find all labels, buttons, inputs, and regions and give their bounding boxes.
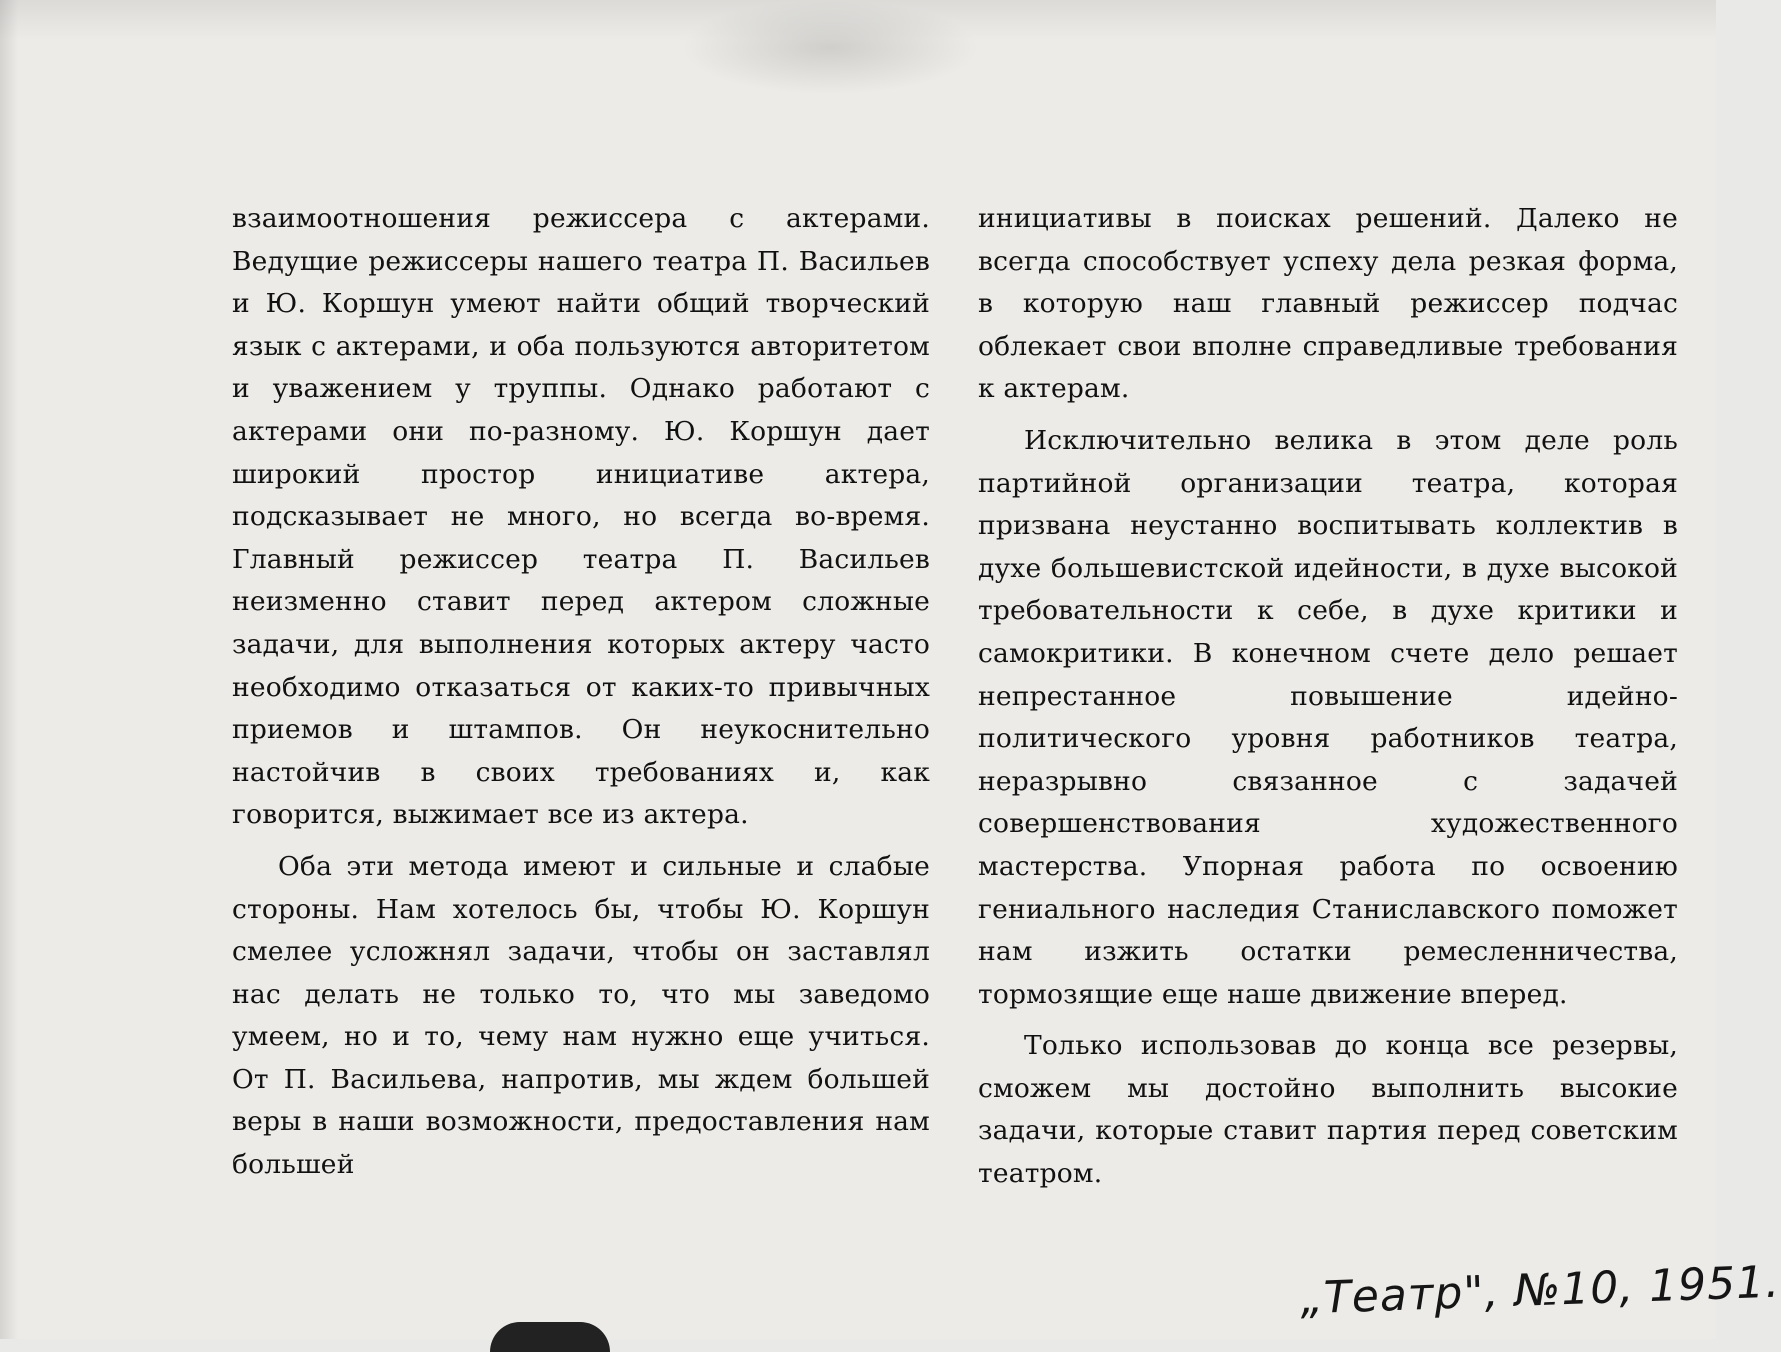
scan-shadow (680, 0, 980, 95)
left-paragraph-2: Оба эти метода имеют и сильные и слабые стороны. Нам хотелось бы, чтобы Ю. Коршун смелее усложнял задачи, чтобы он заставлял нас делать не только то, что мы заведомо умеем, но и то, чему нам нужно еще учиться. От П. Васильева, напротив, мы ждем большей веры в наши возможности, предоставления нам большей (232, 850, 930, 1181)
handwritten-source-note: „Театр", №10, 1951. (1299, 1256, 1781, 1325)
right-paragraph-3: Только использовав до конца все резервы, сможем мы достойно выполнить высокие задачи, которые ставит партия перед советским театром. (978, 1030, 1678, 1190)
next-page-heading-fragment (490, 1322, 610, 1352)
left-paragraph-1: взаимоотношения режиссера с актерами. Ведущие режиссеры нашего театра П. Васильев и Ю. Коршун умеют найти общий творческий язык с актерами, и оба пользуются авторитетом и уважением у труппы. Однако работают с актерами они по-разному. Ю. Коршун дает широкий простор инициативе актера, подсказывает не много, но всегда во-время. Главный режиссер театра П. Васильев неизменно ставит перед актером сложные задачи, для выполнения которых актеру часто необходимо отказаться от каких-то привычных приемов и штампов. Он неукоснительно настойчив в своих требованиях и, как говорится, выжимает все из актера. (232, 203, 930, 831)
right-text-column (978, 198, 1678, 1196)
right-paragraph-2: Исключительно велика в этом деле роль партийной организации театра, которая призвана неустанно воспитывать коллектив в духе большевистской идейности, в духе высокой требовательности к себе, в духе критики и самокритики. В конечном счете дело решает непрестанное повышение идейно-политического уровня работников театра, неразрывно связанное с задачей совершенствования художественного мастерства. Упорная работа по освоению гениального наследия Станиславского поможет нам изжить остатки ремесленничества, тормозящие еще наше движение вперед. (978, 424, 1678, 1010)
left-text-column (232, 198, 930, 1187)
right-paragraph-1: инициативы в поисках решений. Далеко не всегда способствует успеху дела резкая форма, в которую наш главный режиссер подчас облекает свои вполне справедливые требования к актерам. (978, 203, 1678, 405)
